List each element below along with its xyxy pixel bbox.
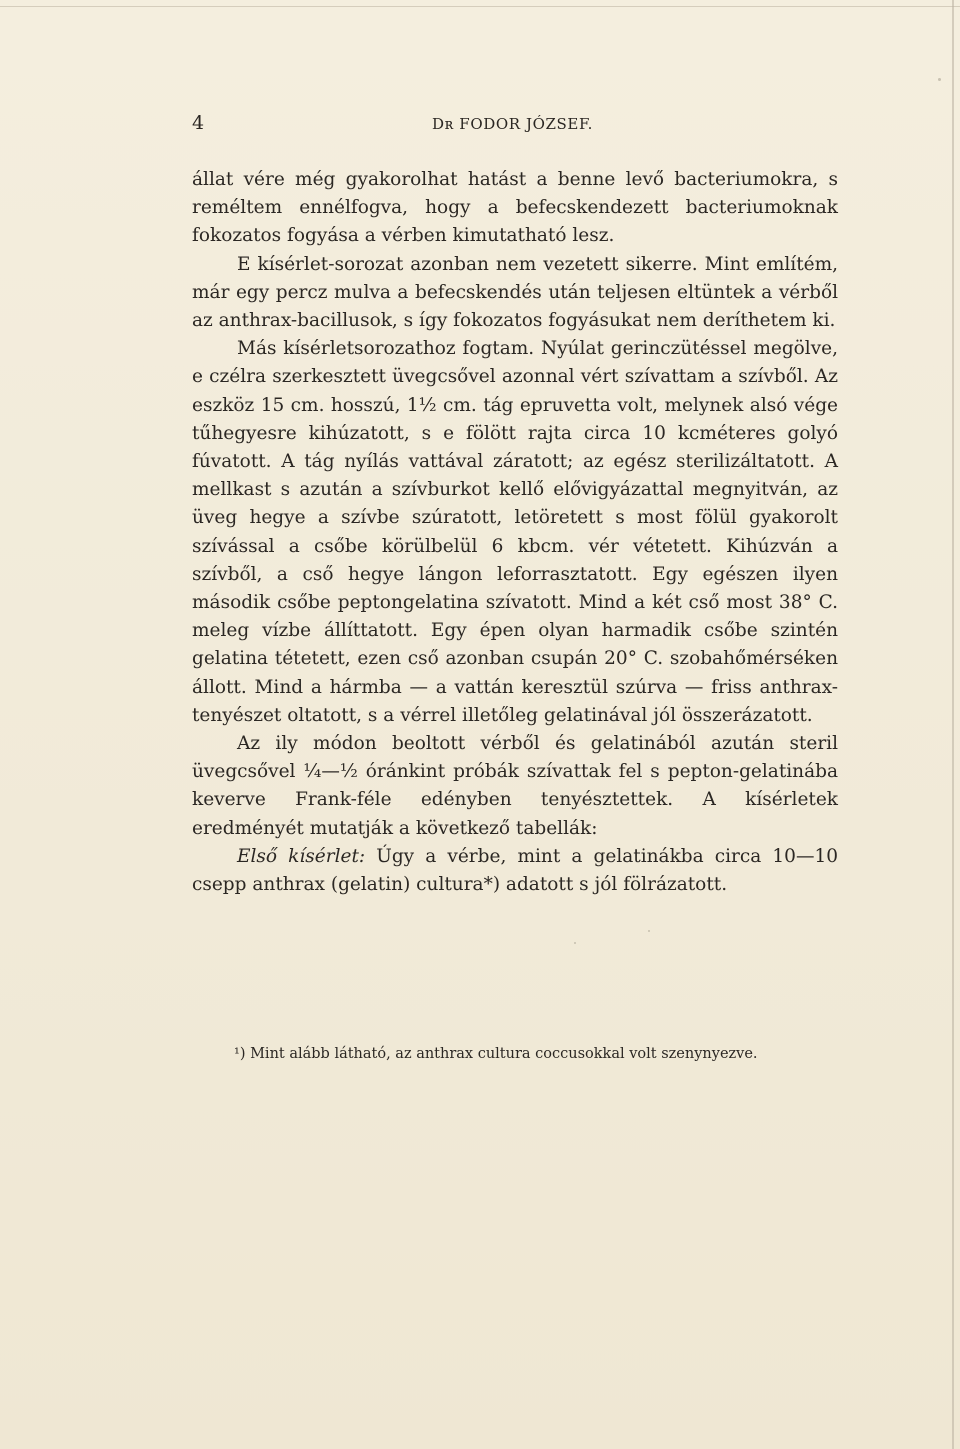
page-top-edge xyxy=(0,6,960,7)
page-header xyxy=(192,112,842,142)
page-binding-edge xyxy=(952,0,954,1449)
footnote xyxy=(192,1042,830,1066)
running-head: Dʀ FODOR JÓZSEF. xyxy=(432,115,593,133)
paragraph-5 xyxy=(192,843,838,899)
experiment-text: Úgy a vérbe, mint a gelatinákba circa 10—10 csepp anthrax (gelatin) cultura*) adatott s jól fölrázatott. xyxy=(192,845,838,896)
experiment-label: Első kísérlet: xyxy=(237,845,366,867)
page-number: 4 xyxy=(192,112,205,134)
paragraph-1: állat vére még gyakorolhat hatást a benne levő bacteriumokra, s reméltem ennélfogva, hogy a befecskendezett bacteriumoknak fokozatos fogyása a vérben kimutatható lesz. xyxy=(192,169,838,247)
body-text xyxy=(192,166,838,899)
paper-speck xyxy=(574,942,576,944)
paragraph-2: E kísérlet-sorozat azonban nem vezetett sikerre. Mint említém, már egy percz mulva a befecskendés után teljesen eltüntek a vérből az anthrax-bacillusok, s így fokozatos fogyásukat nem deríthetem ki. xyxy=(192,253,838,332)
paragraph-4: Az ily módon beoltott vérből és gelatinából azután steril üvegcsővel ¼—½ óránkint próbák szívattak fel s pepton-gelatinába keverve Frank-féle edényben tenyésztettek. A kísérletek eredményét mutatják a következő tabellák: xyxy=(192,733,838,839)
footnote-text: ¹) Mint alább látható, az anthrax cultura coccusokkal volt szenynyezve. xyxy=(234,1046,758,1062)
paragraph-3: Más kísérletsorozathoz fogtam. Nyúlat gerinczütéssel megölve, e czélra szerkesztett üvegcsővel azonnal vért szívattam a szívből. Az eszköz 15 cm. hosszú, 1½ cm. tág epruvetta volt, melynek alsó vége tűhegyesre kihúzatott, s e fölött rajta circa 10 kcméteres golyó fúvatott. A tág nyílás vattával záratott; az egész sterilizáltatott. A mellkast s azután a szívburkot kellő elővigyázattal megnyitván, az üveg hegye a szívbe szúratott, letöretett s most fölül gyakorolt szívással a csőbe körülbelül 6 kbcm. vér vétetett. Kihúzván a szívből, a cső hegye lángon leforrasztatott. Egy egészen ilyen második csőbe peptongelatina szívatott. Mind a két cső most 38° C. meleg vízbe állíttatott. Egy épen olyan harmadik csőbe szintén gelatina tétetett, ezen cső azonban csupán 20° C. szobahőmérséken állott. Mind a hármba — a vattán keresztül szúrva — friss anthrax-tenyészet oltatott, s a vérrel illetőleg gelatinával jól összerázatott. xyxy=(192,338,838,726)
paper-speck xyxy=(938,78,941,81)
paper-speck xyxy=(648,930,650,932)
